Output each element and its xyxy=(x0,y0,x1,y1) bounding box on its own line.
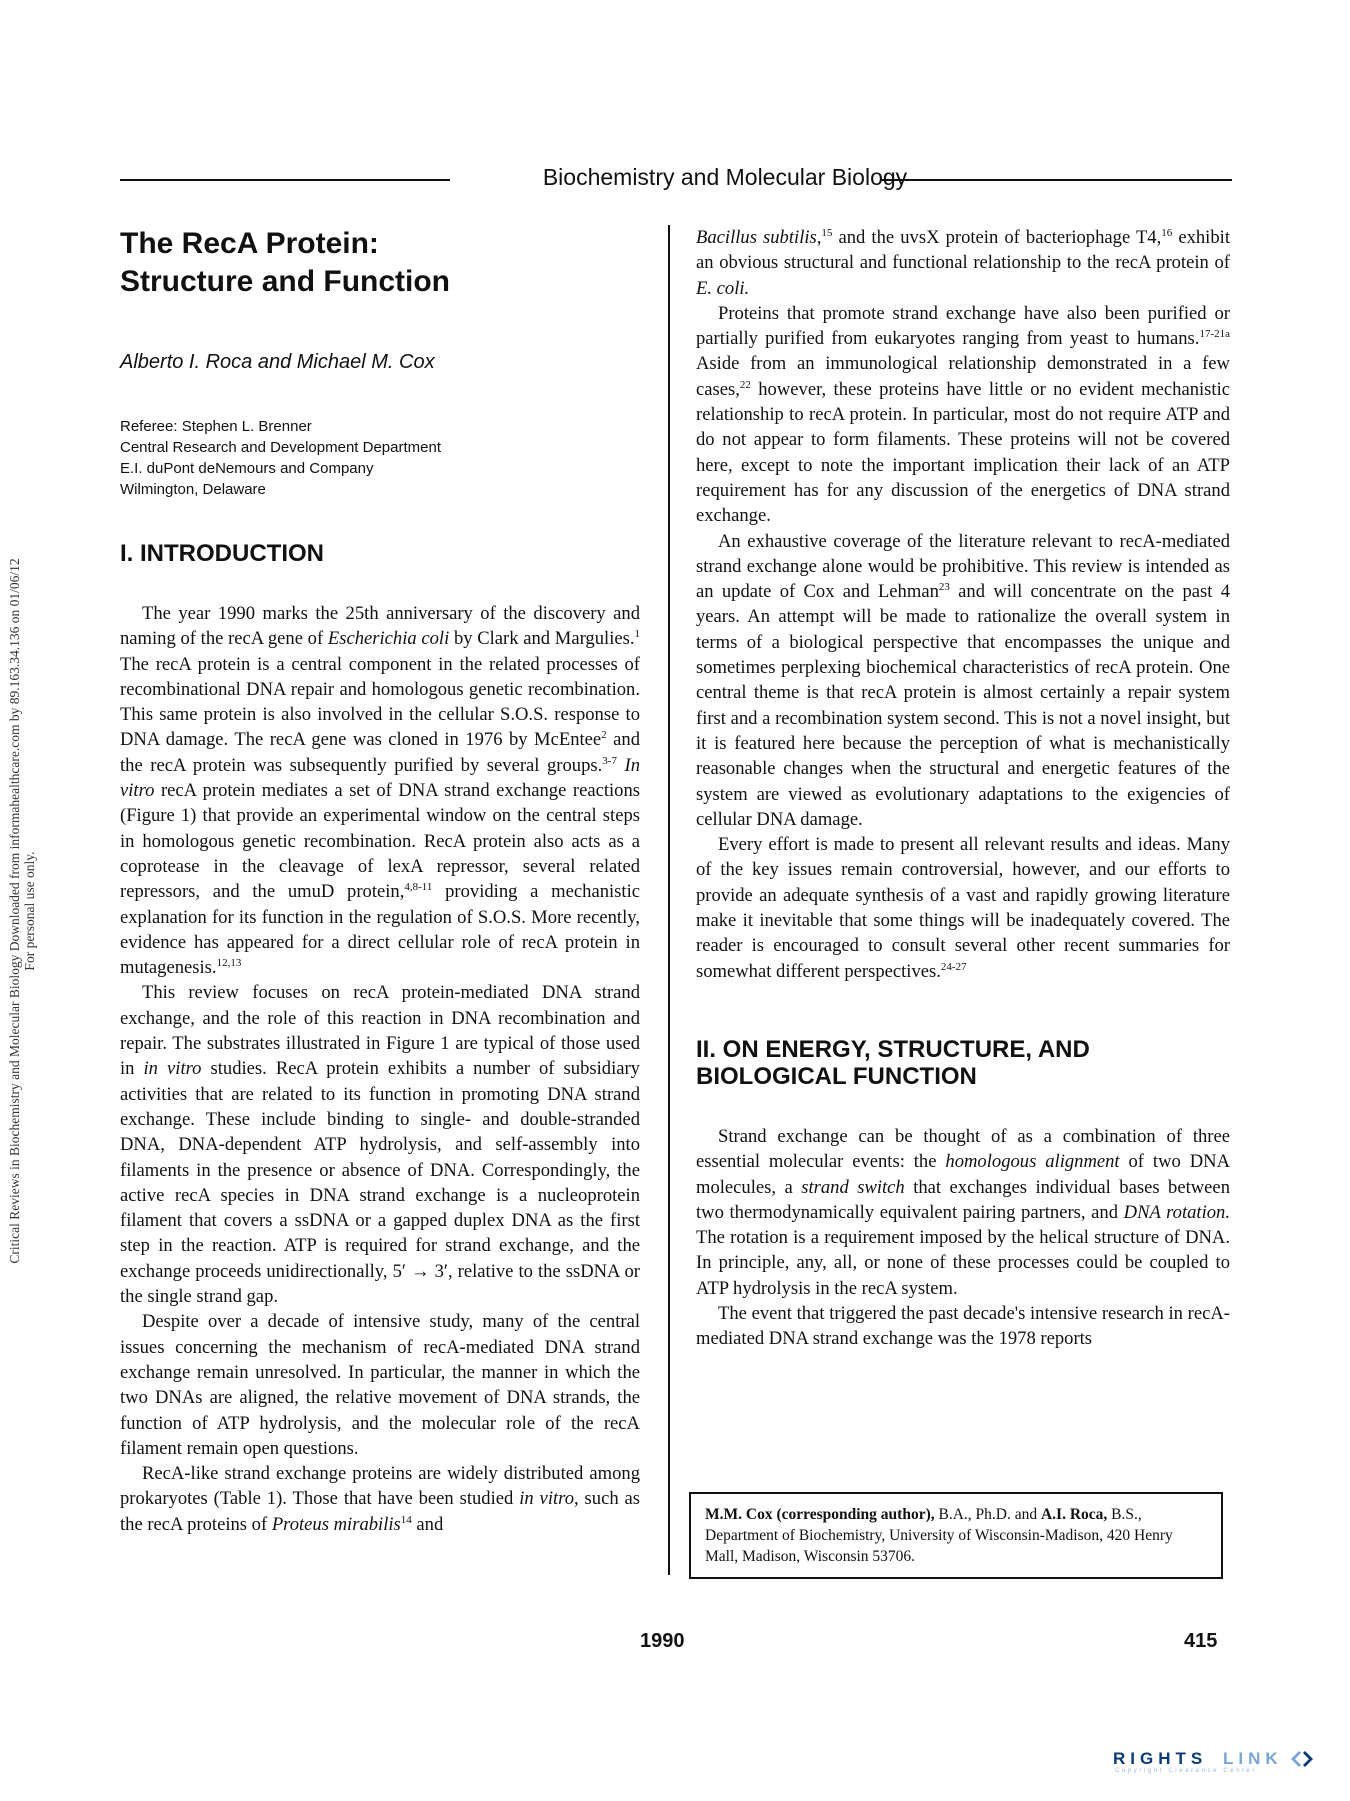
rightslink-logo-graphic xyxy=(1113,1748,1323,1774)
author-2-name: A.I. Roca, xyxy=(1040,1506,1108,1523)
right-paragraph-3: An exhaustive coverage of the literature relevant to recA-mediated strand exchange alone would be prohibitive. This review is intended as an update of Cox and Lehman$^{23}$ and will concentrate on the past 4 years. An attempt will be made to rationalize the overall system in terms of a biological perspective that encompasses the unique and sometimes perplexing biochemical characteristics of recA protein. One central theme is that recA protein is almost certainly a repair system first and a recombination system second. This is not a novel insight, but it is featured here because the perception of what is mechanistically reasonable changes when the structural and energetic features of the system are viewed as evolutionary adaptations to the exigencies of cellular DNA damage. xyxy=(696,530,1230,830)
watermark-line-1: Critical Reviews in Biochemistry and Molecular Biology Downloaded from informahealthcare.com by 89.163.34.136 on 01/06/12 xyxy=(7,558,22,1264)
corresponding-author-box: M.M. Cox (corresponding author), B.A., Ph.D. and A.I. Roca, B.S., Department of Biochemistry, University of Wisconsin-Madison, 420 Henry Mall, Madison, Wisconsin 53706. xyxy=(689,1492,1223,1579)
rightslink-logo xyxy=(1113,1748,1323,1774)
intro-paragraph-1: The year 1990 marks the 25th anniversary of the discovery and naming of the recA gene of Escherichia coli by Clark and Margulies.$^1$ The recA protein is a central component in the related processes of recombinational DNA repair and homologous genetic recombination. This same protein is also involved in the cellular S.O.S. response to DNA damage. The recA gene was cloned in 1976 by McEntee$^2$ and the recA protein was subsequently purified by several groups.$^{3-7}$ In vitro recA protein mediates a set of DNA strand exchange reactions (Figure 1) that provide an experimental window on the central steps in homologous genetic recombination. RecA protein also acts as a coprotease in the cleavage of lexA repressor, several related repressors, and the umuD protein,$^{4,8-11}$ providing a mechanistic explanation for its function in the regulation of S.O.S. More recently, evidence has appeared for a direct cellular role of recA protein in mutagenesis.$^{12,13}$ xyxy=(120,603,641,979)
energy-paragraph-1: Strand exchange can be thought of as a combination of three essential molecular events: the homologous alignment of two DNA molecules, a strand switch that exchanges individual bases between two thermodynamically equivalent pairing partners, and DNA rotation. The rotation is a requirement imposed by the helical structure of DNA. In principle, any, all, or none of these processes could be coupled to ATP hydrolysis in the recA system. xyxy=(696,1125,1230,1299)
right-paragraph-1: Bacillus subtilis,$^{15}$ and the uvsX protein of bacteriophage T4,16 exhibit an obvious structural and functional relationship to the recA protein of E. coli. xyxy=(696,226,1230,299)
journal-title: Biochemistry and Molecular Biology xyxy=(542,164,908,190)
journal-header xyxy=(120,162,1232,196)
page-number: 415 xyxy=(1184,1630,1218,1652)
svg-text:RIGHTS: RIGHTS xyxy=(1113,1749,1208,1768)
referee-name: Referee: Stephen L. Brenner xyxy=(120,418,312,435)
article-title xyxy=(120,225,640,301)
referee-department: Central Research and Development Department xyxy=(120,439,441,456)
author-1-name: M.M. Cox (corresponding author), xyxy=(705,1506,935,1523)
right-paragraph-2: Proteins that promote strand exchange have also been purified or partially purified from eukaryotes ranging from yeast to humans.$^{17-21a}$ Aside from an immunological relationship demonstrated in a few cases,$^{22}$ however, these proteins have little or no evident mechanistic relationship to recA protein. In particular, most do not require ATP and do not appear to form filaments. These proteins will not be covered here, except to note the important implication their lack of an ATP requirement has for any discussion of the energetics of DNA strand exchange. xyxy=(696,302,1230,527)
watermark-line-2: For personal use only. xyxy=(22,851,37,971)
chevron-left-icon xyxy=(1291,1751,1301,1767)
article-authors: Alberto I. Roca and Michael M. Cox xyxy=(120,351,435,373)
referee-block xyxy=(120,416,640,500)
title-line-1: The RecA Protein: xyxy=(120,227,379,260)
section-heading-introduction: I. INTRODUCTION xyxy=(120,540,324,567)
left-column xyxy=(120,225,640,1537)
author-affiliation: Department of Biochemistry, University of Wisconsin-Madison, 420 Henry Mall, Madison, Wisconsin 53706. xyxy=(705,1527,1173,1565)
intro-paragraph-2: This review focuses on recA protein-mediated DNA strand exchange, and the role of this reaction in DNA recombination and repair. The substrates illustrated in Figure 1 are typical of those used in in vitro studies. RecA protein exhibits a number of subsidiary activities that are related to its function in promoting DNA strand exchange. These include binding to single- and double-stranded DNA, DNA-dependent ATP hydrolysis, and self-assembly into filaments in the presence or absence of DNA. Correspondingly, the active recA species in DNA strand exchange is a nucleoprotein filament that covers a ssDNA or a gapped duplex DNA as the first step in the reaction. ATP is required for strand exchange, and the exchange proceeds unidirectionally, 5′ → 3′, relative to the ssDNA or the single strand gap. xyxy=(120,982,640,1308)
right-paragraph-4: Every effort is made to present all relevant results and ideas. Many of the key issues remain controversial, however, and our efforts to provide an adequate synthesis of a vast and rapidly growing literature make it inevitable that some things will be inadequately covered. The reader is encouraged to consult several other recent summaries for somewhat different perspectives.$^{24-27}$ xyxy=(696,834,1230,982)
svg-text:LINK: LINK xyxy=(1223,1749,1283,1768)
section-heading-energy-structure: II. ON ENERGY, STRUCTURE, AND BIOLOGICAL FUNCTION xyxy=(696,1035,1090,1090)
energy-paragraph-2: The event that triggered the past decade's intensive research in recA-mediated DNA strand exchange was the 1978 reports xyxy=(696,1302,1230,1350)
header-rule-left xyxy=(120,179,450,181)
referee-location: Wilmington, Delaware xyxy=(120,481,266,498)
right-column xyxy=(696,225,1230,1352)
intro-paragraph-4: RecA-like strand exchange proteins are widely distributed among prokaryotes (Table 1). Those that have been studied in vitro, such as the recA proteins of Proteus mirabilis$^{14}$ and xyxy=(120,1463,641,1535)
svg-text:Copyright Clearance Center: Copyright Clearance Center xyxy=(1115,1768,1257,1774)
header-rule-right xyxy=(880,179,1232,181)
referee-company: E.I. duPont deNemours and Company xyxy=(120,460,374,477)
title-line-2: Structure and Function xyxy=(120,265,450,298)
download-watermark xyxy=(2,466,37,1346)
footer-year: 1990 xyxy=(640,1630,685,1652)
column-divider xyxy=(668,225,670,1575)
chevron-right-icon xyxy=(1303,1751,1313,1767)
intro-paragraph-3: Despite over a decade of intensive study, many of the central issues concerning the mechanism of recA-mediated DNA strand exchange remain unresolved. In particular, the manner in which the two DNAs are aligned, the relative movement of DNA strands, the function of ATP hydrolysis, and the molecular role of the recA filament remain open questions. xyxy=(120,1311,640,1459)
